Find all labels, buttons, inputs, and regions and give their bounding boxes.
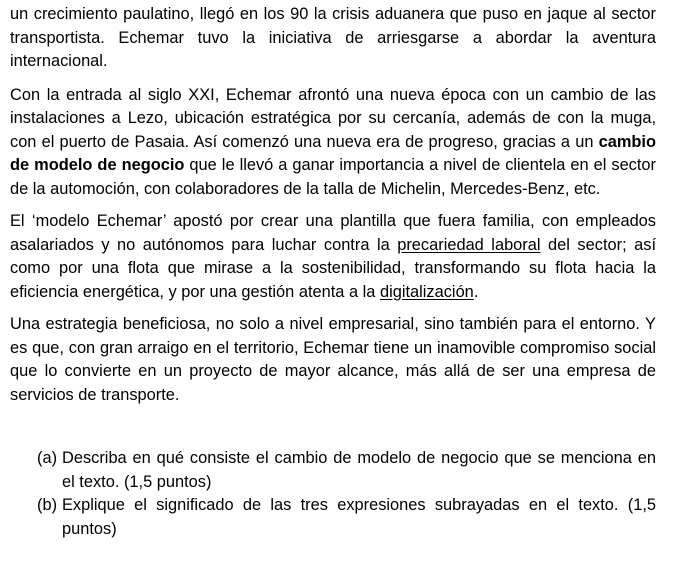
question-b-text: Explique el significado de las tres expresiones subrayadas en el texto. (1,5 puntos) [62,496,656,538]
bold-business-model-change: cambio de modelo de negocio [10,132,656,174]
question-a-marker: (a) [37,449,58,467]
underlined-digitalizacion: digitalización [379,282,474,301]
paragraph-3-text-c: . [473,282,479,301]
paragraph-1 [10,3,656,74]
paragraph-2-text-b: que le llevó a ganar importancia a nivel de clientela en el sector de la automoción, con colaboradores de la talla de Michelin, Mercedes-Benz, etc. [10,156,657,198]
paragraph-4 [10,313,656,407]
paragraph-1-text: un crecimiento paulatino, llegó en los 90 la crisis aduanera que puso en jaque al sector transportista. Echemar tuvo la iniciativa de arriesgarse a abordar la aventura internacional. [10,5,656,70]
paragraph-4-text: Una estrategia beneficiosa, no solo a nivel empresarial, sino también para el entorno. Y es que, con gran arraigo en el territorio, Echemar tiene un inamovible compromiso social que lo convierte en un proyecto de mayor alcance, más allá de ser una empresa de servicios de transporte. [10,315,656,404]
paragraph-3-text-b: del sector; así como por una flota que mirase a la sostenibilidad, transformando su flota hacia la eficiencia energética, y por una gestión atenta a la [10,235,657,301]
question-b-marker: (b) [37,496,58,514]
question-b [10,494,656,541]
question-list [10,447,656,541]
paragraph-2 [10,84,656,202]
underlined-precariedad-laboral: precariedad laboral [397,235,541,254]
paragraph-3-text-a: El ‘modelo Echemar’ apostó por crear una plantilla que fuera familia, con empleados asalariados y no autónomos para luchar contra la [10,212,656,254]
paragraph-2-text-a: Con la entrada al siglo XXI, Echemar afrontó una nueva época con un cambio de las instalaciones a Lezo, ubicación estratégica por su cercanía, además de con la muga, con el puerto de Pasaia. Así comenzó una nueva era de progreso, gracias a un [10,85,656,151]
paragraph-3 [10,210,656,304]
question-a-text: Describa en qué consiste el cambio de modelo de negocio que se menciona en el texto. (1,5 puntos) [62,449,656,491]
question-a [10,447,656,494]
